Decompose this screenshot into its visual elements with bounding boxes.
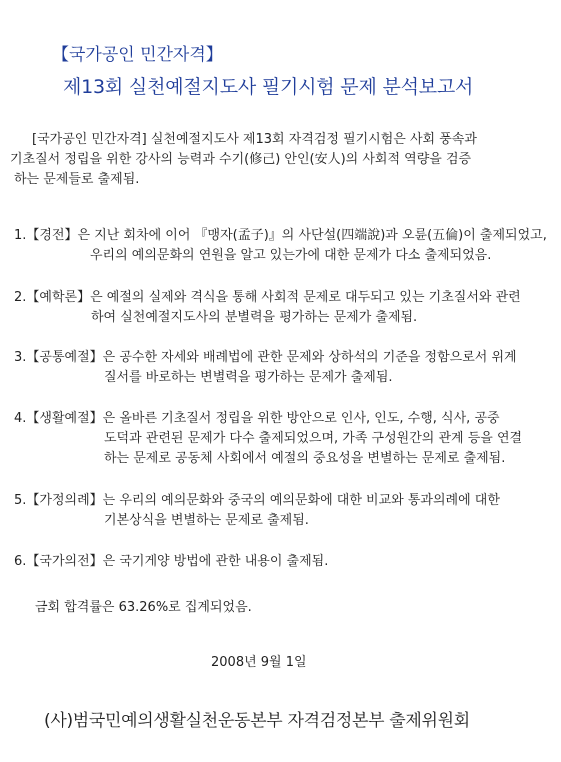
- intro-line: 기초질서 정립을 위한 강사의 능력과 수기(修己) 안인(安人)의 사회적 역량을 검증: [10, 152, 472, 167]
- item-line: 1.【경전】은 지난 회차에 이어 『맹자(孟子)』의 사단설(四端說)과 오륜(五倫)이 출제되었고,: [14, 228, 547, 243]
- analysis-item-state-protocol: [14, 552, 554, 572]
- category-heading: 【국가공인 민간자격】: [52, 45, 223, 65]
- item-line: 하여 실천예절지도사의 분별력을 평가하는 문제가 출제됨.: [91, 310, 418, 325]
- item-line: 기본상식을 변별하는 문제로 출제됨.: [104, 513, 309, 528]
- item-line: 4.【생활예절】은 올바른 기초질서 정립을 위한 방안으로 인사, 인도, 수행, 식사, 공중: [14, 411, 500, 426]
- issuing-organization: (사)범국민예의생활실천운동본부 자격검정본부 출제위원회: [44, 711, 470, 731]
- report-title: 제13회 실천예절지도사 필기시험 문제 분석보고서: [63, 76, 474, 98]
- analysis-item-common-etiquette: [14, 348, 554, 388]
- item-line: 6.【국가의전】은 국기게양 방법에 관한 내용이 출제됨.: [14, 554, 329, 569]
- item-line: 도덕과 관련된 문제가 다수 출제되었으며, 가족 구성원간의 관계 등을 연결: [104, 431, 523, 446]
- item-line: 하는 문제로 공동체 사회에서 예절의 중요성을 변별하는 문제로 출제됨.: [104, 451, 506, 466]
- item-line: 5.【가정의례】는 우리의 예의문화와 중국의 예의문화에 대한 비교와 통과의례에 대한: [14, 493, 500, 508]
- analysis-item-life-etiquette: [14, 409, 554, 469]
- analysis-item-etiquette-theory: [14, 288, 554, 328]
- intro-line: [국가공인 민간자격] 실천예절지도사 제13회 자격검정 필기시험은 사회 풍속과: [32, 132, 477, 147]
- item-line: 질서를 바로하는 변별력을 평가하는 문제가 출제됨.: [104, 370, 393, 385]
- item-line: 2.【예학론】은 예절의 실제와 격식을 통해 사회적 문제로 대두되고 있는 기초질서와 관련: [14, 290, 521, 305]
- pass-rate-text: 금회 합격률은 63.26%로 집계되었음.: [35, 600, 252, 615]
- report-date: 2008년 9월 1일: [211, 655, 307, 670]
- intro-line: 하는 문제들로 출제됨.: [14, 172, 140, 187]
- item-line: 우리의 예의문화의 연원을 알고 있는가에 대한 문제가 다소 출제되었음.: [90, 248, 492, 263]
- item-line: 3.【공통예절】은 공수한 자세와 배례법에 관한 문제와 상하석의 기준을 정함으로서 위계: [14, 350, 517, 365]
- analysis-item-family-rites: [14, 491, 554, 531]
- intro-paragraph: [10, 130, 555, 190]
- analysis-item-scripture: [14, 226, 554, 266]
